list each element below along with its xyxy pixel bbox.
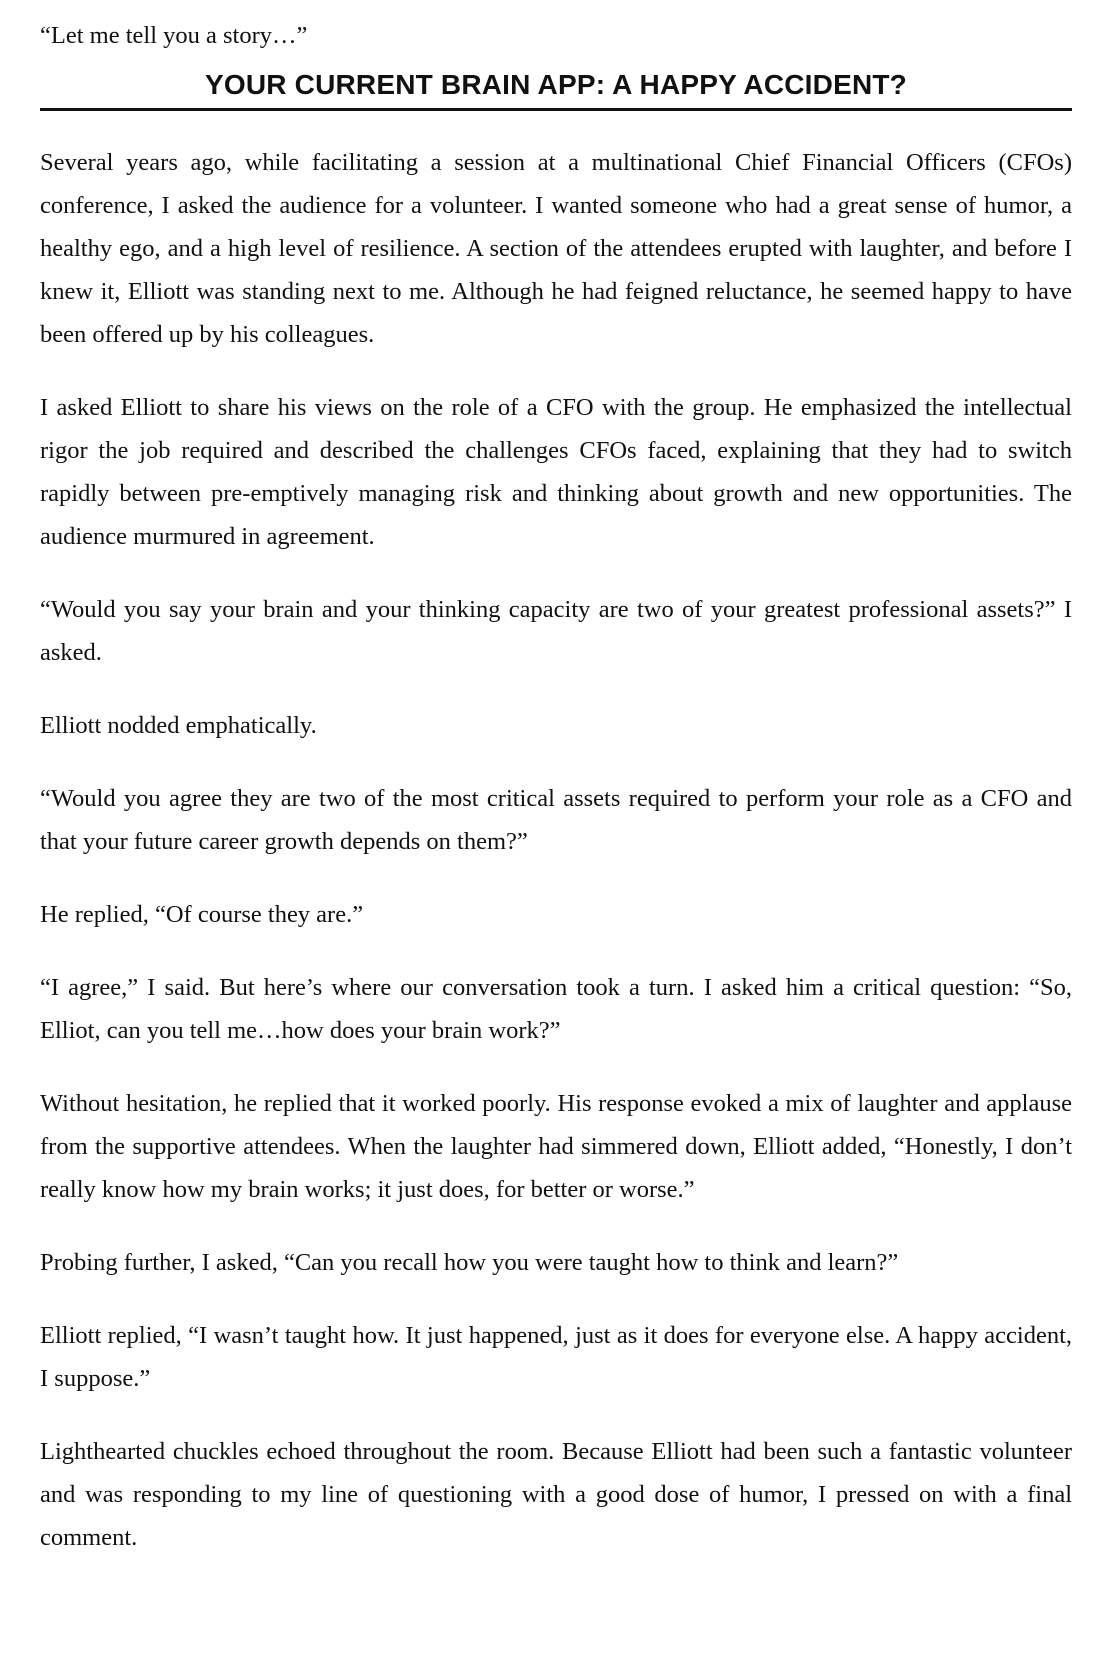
paragraph: “Would you say your brain and your thinking capacity are two of your greatest professional assets?” I asked. <box>40 596 1072 666</box>
epigraph: “Let me tell you a story…” <box>40 22 308 49</box>
paragraph: He replied, “Of course they are.” <box>40 901 364 928</box>
chapter-title: YOUR CURRENT BRAIN APP: A HAPPY ACCIDENT? <box>40 66 1072 111</box>
paragraph: Without hesitation, he replied that it worked poorly. His response evoked a mix of laughter and applause from the supportive attendees. When the laughter had simmered down, Elliott added, “Honestly, I don’t really know how my brain works; it just does, for better or worse.” <box>40 1090 1072 1203</box>
body-text <box>40 141 1072 1559</box>
paragraph: “I agree,” I said. But here’s where our conversation took a turn. I asked him a critical question: “So, Elliot, can you tell me…how does your brain work?” <box>40 974 1072 1044</box>
paragraph: I asked Elliott to share his views on the role of a CFO with the group. He emphasized the intellectual rigor the job required and described the challenges CFOs faced, explaining that they had to switch rapidly between pre-emptively managing risk and thinking about growth and new opportunities. The audience murmured in agreement. <box>40 394 1072 550</box>
paragraph: Elliott replied, “I wasn’t taught how. It just happened, just as it does for everyone else. A happy accident, I suppose.” <box>40 1322 1072 1392</box>
document-page <box>40 18 1072 1589</box>
paragraph: Probing further, I asked, “Can you recall how you were taught how to think and learn?” <box>40 1249 899 1276</box>
paragraph: Elliott nodded emphatically. <box>40 712 317 739</box>
paragraph: Several years ago, while facilitating a session at a multinational Chief Financial Officers (CFOs) conference, I asked the audience for a volunteer. I wanted someone who had a great sense of humor, a healthy ego, and a high level of resilience. A section of the attendees erupted with laughter, and before I knew it, Elliott was standing next to me. Although he had feigned reluctance, he seemed happy to have been offered up by his colleagues. <box>40 149 1072 348</box>
paragraph: Lighthearted chuckles echoed throughout the room. Because Elliott had been such a fantastic volunteer and was responding to my line of questioning with a good dose of humor, I pressed on with a final comment. <box>40 1438 1072 1551</box>
paragraph: “Would you agree they are two of the most critical assets required to perform your role as a CFO and that your future career growth depends on them?” <box>40 785 1072 855</box>
